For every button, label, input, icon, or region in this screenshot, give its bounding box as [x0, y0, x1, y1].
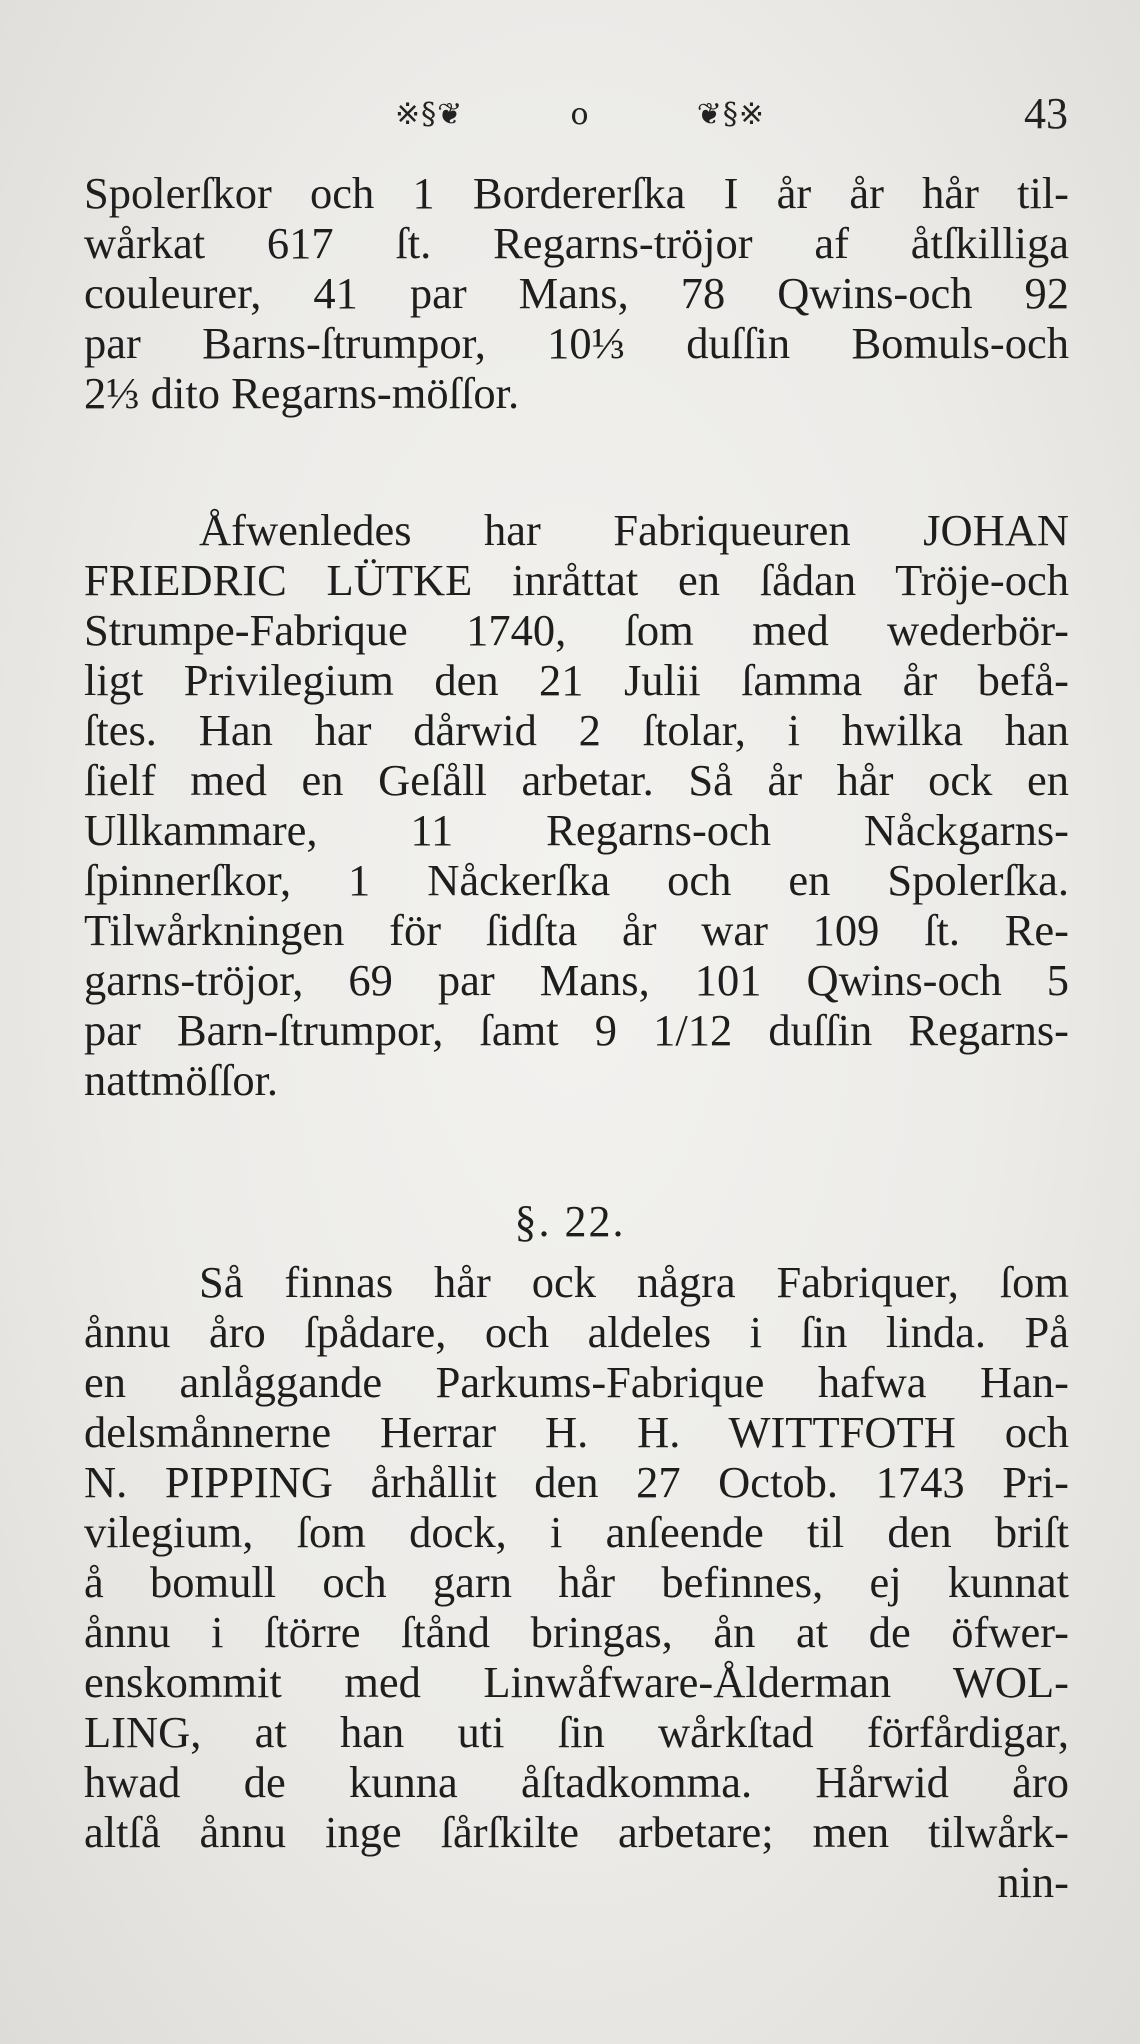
text-line: garns-tröjor, 69 par Mans, 101 Qwins-och 5: [84, 955, 1069, 1005]
ornament-left-icon: ※§❦: [395, 96, 464, 132]
text-line: FRIEDRIC LÜTKE inråttat en ſådan Tröje-och: [84, 555, 1069, 605]
page-number: 43: [1024, 89, 1068, 138]
text-line: Strumpe-Fabrique 1740, ſom med wederbör-: [84, 605, 1069, 655]
paragraph-2: [84, 505, 1069, 1105]
text-line: ånnu åro ſpådare, och aldeles i ſin linda. På: [84, 1307, 1069, 1357]
text-line: hwad de kunna åſtadkomma. Hårwid åro: [84, 1757, 1069, 1807]
text-line: par Barns-ſtrumpor, 10⅓ duſſin Bomuls-och: [84, 318, 1069, 368]
paragraph-1: [84, 168, 1069, 418]
text-line: N. PIPPING århållit den 27 Octob. 1743 Pri-: [84, 1457, 1069, 1507]
header-ornament: [395, 94, 765, 134]
text-line: ſtes. Han har dårwid 2 ſtolar, i hwilka han: [84, 705, 1069, 755]
ornament-center-icon: o: [570, 96, 590, 132]
text-line: vilegium, ſom dock, i anſeende til den briſt: [84, 1507, 1069, 1557]
text-line: Tilwårkningen för ſidſta år war 109 ſt. Re-: [84, 905, 1069, 955]
paragraph-3: [84, 1257, 1069, 1907]
catchword: nin-: [997, 1857, 1069, 1907]
text-line: couleurer, 41 par Mans, 78 Qwins-och 92: [84, 268, 1069, 318]
section-heading: §. 22.: [514, 1197, 626, 1246]
page-header: [0, 88, 1140, 148]
text-line: å bomull och garn hår befinnes, ej kunnat: [84, 1557, 1069, 1607]
text-line: enskommit med Linwåfware-Ålderman WOL-: [84, 1657, 1069, 1707]
text-line: 2⅓ dito Regarns-möſſor.: [84, 368, 520, 418]
text-line: altſå ånnu inge ſårſkilte arbetare; men tilwårk-: [84, 1807, 1069, 1857]
text-line: ligt Privilegium den 21 Julii ſamma år befå-: [84, 655, 1069, 705]
ornament-right-icon: ❦§※: [696, 96, 765, 132]
text-line: ånnu i ſtörre ſtånd bringas, ån at de öfwer-: [84, 1607, 1069, 1657]
text-line: par Barn-ſtrumpor, ſamt 9 1/12 duſſin Regarns-: [84, 1005, 1069, 1055]
text-line: Så finnas hår ock några Fabriquer, ſom: [199, 1257, 1069, 1307]
text-line: en anlåggande Parkums-Fabrique hafwa Han-: [84, 1357, 1069, 1407]
text-line: delsmånnerne Herrar H. H. WITTFOTH och: [84, 1407, 1069, 1457]
text-line: LING, at han uti ſin wårkſtad förfårdigar,: [84, 1707, 1069, 1757]
text-line: wårkat 617 ſt. Regarns-tröjor af åtſkilliga: [84, 218, 1069, 268]
text-line: Ullkammare, 11 Regarns-och Nåckgarns-: [84, 805, 1069, 855]
text-line: ſielf med en Geſåll arbetar. Så år hår ock en: [84, 755, 1069, 805]
text-line: Spolerſkor och 1 Bordererſka I år år hår til-: [84, 168, 1069, 218]
text-line: Åfwenledes har Fabriqueuren JOHAN: [199, 505, 1069, 555]
text-line: ſpinnerſkor, 1 Nåckerſka och en Spolerſka.: [84, 855, 1069, 905]
text-line: nattmöſſor.: [84, 1055, 279, 1105]
